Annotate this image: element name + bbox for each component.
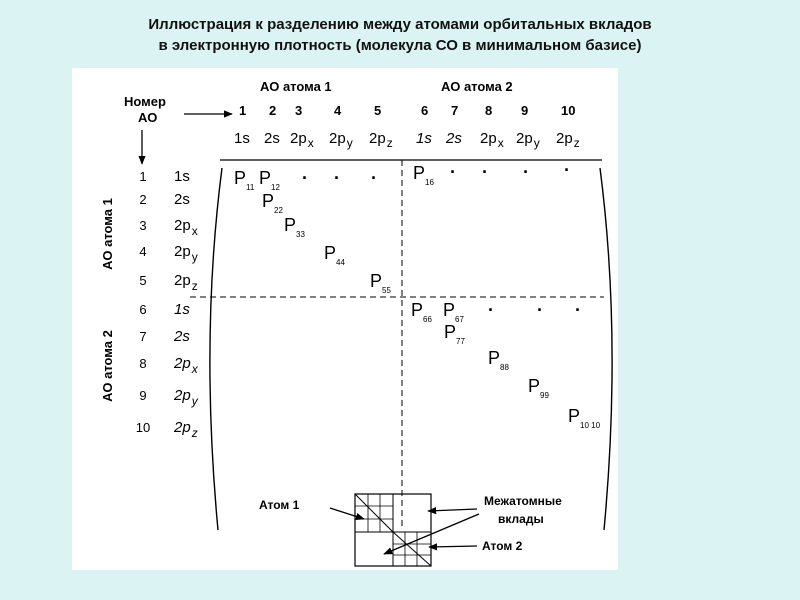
column-orbitals	[234, 130, 580, 150]
row-number: 6	[139, 302, 147, 317]
row-label-ao-atom1: АО атома 1	[100, 198, 115, 270]
row-orbital-label: 1s	[174, 301, 190, 318]
column-orbital-label: 2s	[264, 130, 280, 147]
column-number: 6	[421, 103, 429, 118]
row-orbital-label: 2s	[174, 191, 190, 208]
row-number: 5	[139, 273, 147, 288]
row-number: 10	[135, 420, 151, 435]
column-number: 1	[239, 103, 247, 118]
row-orbital-label: $2p_z$	[174, 419, 198, 440]
matrix-element-p44: $P_{44}$	[324, 243, 345, 267]
column-number: 3	[295, 103, 303, 118]
matrix-element-p11: $P_{11}$	[234, 168, 255, 192]
column-orbital-label: 1s	[416, 130, 432, 147]
row-orbital-label: $2p_y$	[174, 387, 198, 408]
slide-title	[0, 14, 800, 56]
column-orbital-label: 2s	[446, 130, 462, 147]
legend-schematic-matrix	[355, 494, 431, 566]
legend-atom2-label: Атом 2	[482, 539, 523, 553]
column-number: 9	[521, 103, 529, 118]
row-number: 8	[139, 356, 147, 371]
matrix-left-bracket	[210, 168, 222, 530]
legend-atom1-label: Атом 1	[259, 498, 300, 512]
column-number: 8	[485, 103, 493, 118]
row-number: 1	[139, 169, 147, 184]
row-orbital-label: $2p_x$	[174, 355, 198, 376]
header-ao-number-line2: АО	[138, 110, 158, 125]
row-orbital-label: $2p_y$	[174, 243, 198, 264]
title-line-2: в электронную плотность (молекула СО в минимальном базисе)	[158, 37, 642, 54]
row-orbital-label: $2p_z$	[174, 272, 198, 293]
matrix-dot: ·	[564, 160, 570, 180]
matrix-dot: ·	[371, 168, 377, 188]
matrix-dot: ·	[482, 162, 488, 182]
matrix-dot: ·	[488, 300, 494, 320]
title-line-1: Иллюстрация к разделению между атомами орбитальных вкладов	[148, 16, 652, 33]
column-orbital-label: $2p_z$	[556, 130, 580, 150]
matrix-element-p12: $P_{12}$	[259, 168, 280, 192]
matrix-dot: ·	[537, 300, 543, 320]
matrix-dot: ·	[450, 162, 456, 182]
matrix-elements	[234, 160, 601, 430]
row-orbital-label: $2p_x$	[174, 217, 198, 238]
matrix-element-p88: $P_{88}$	[488, 348, 509, 372]
matrix-element-p55: $P_{55}$	[370, 271, 391, 295]
row-orbitals	[173, 168, 199, 440]
legend-interatomic-line1: Межатомные	[484, 494, 562, 508]
row-number: 2	[139, 192, 147, 207]
density-matrix-figure	[72, 68, 618, 570]
legend-arrow-atom2	[429, 546, 477, 547]
row-number: 7	[139, 329, 147, 344]
matrix-dot: ·	[302, 168, 308, 188]
row-number: 4	[139, 244, 147, 259]
matrix-element-p77: $P_{77}$	[444, 322, 465, 346]
column-orbital-label: $2p_y$	[329, 130, 353, 150]
matrix-element-p22: $P_{22}$	[262, 191, 283, 215]
header-ao-atom2: АО атома 2	[441, 79, 513, 94]
column-number: 2	[269, 103, 277, 118]
row-orbital-label: 1s	[174, 168, 190, 185]
matrix-element-p16: $P_{16}$	[413, 163, 434, 187]
matrix-element-p66: $P_{66}$	[411, 300, 432, 324]
column-orbital-label: 1s	[234, 130, 250, 147]
matrix-element-p33: $P_{33}$	[284, 215, 305, 239]
matrix-element-p10-10: $P_{10 10}$	[568, 406, 601, 430]
matrix-right-bracket	[600, 168, 612, 530]
row-numbers	[136, 169, 150, 435]
legend-arrow-interatomic-upper	[428, 509, 477, 511]
column-number: 7	[451, 103, 459, 118]
legend-interatomic-line2: вклады	[498, 512, 544, 526]
matrix-dot: ·	[575, 300, 581, 320]
column-number: 4	[334, 103, 342, 118]
column-orbital-label: $2p_x$	[480, 130, 504, 150]
row-orbital-label: 2s	[174, 328, 190, 345]
matrix-element-p99: $P_{99}$	[528, 376, 549, 400]
matrix-dot: ·	[334, 168, 340, 188]
header-ao-atom1: АО атома 1	[260, 79, 332, 94]
column-number: 5	[374, 103, 382, 118]
matrix-dot: ·	[523, 162, 529, 182]
column-orbital-label: $2p_x$	[290, 130, 314, 150]
row-number: 9	[139, 388, 147, 403]
density-matrix-diagram	[72, 68, 618, 570]
row-number: 3	[139, 218, 147, 233]
matrix-element-p67: $P_{67}$	[443, 300, 464, 324]
legend-arrow-atom1	[330, 508, 364, 519]
header-ao-number-line1: Номер	[124, 94, 166, 109]
column-numbers	[239, 103, 575, 118]
column-number: 10	[561, 103, 576, 118]
row-label-ao-atom2: АО атома 2	[100, 330, 115, 402]
column-orbital-label: $2p_z$	[369, 130, 393, 150]
column-orbital-label: $2p_y$	[516, 130, 540, 150]
